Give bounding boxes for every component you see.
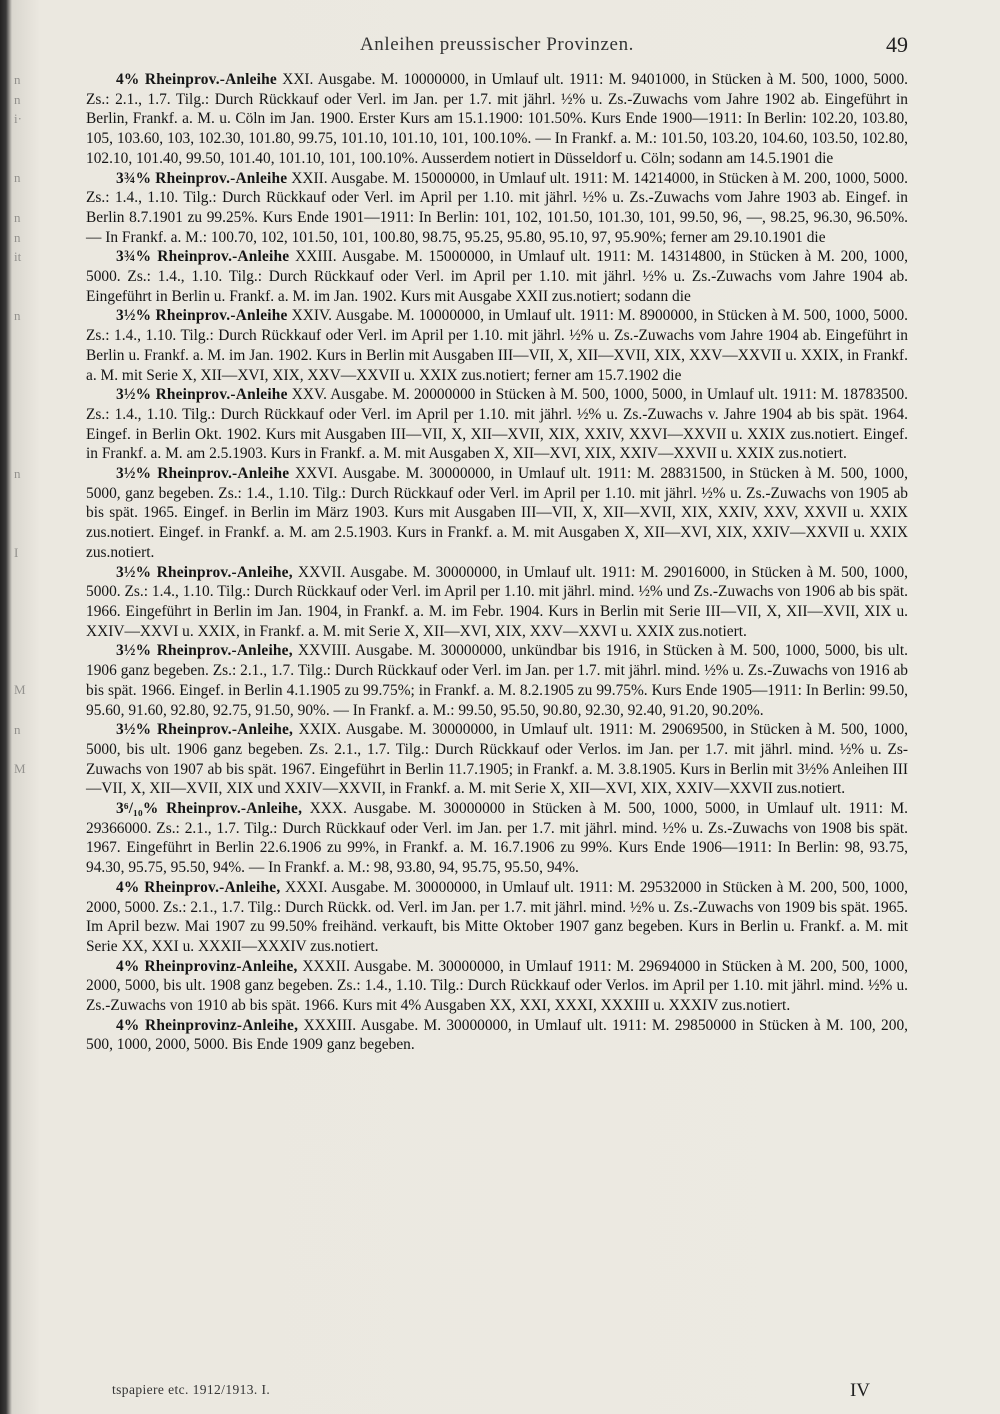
entry-heading: 4% Rheinprovinz-Anleihe, <box>116 957 298 975</box>
bleed-glyph <box>14 287 74 307</box>
bleed-glyph <box>14 562 74 582</box>
bond-entry <box>86 878 908 957</box>
entry-heading: 4% Rheinprov.-Anleihe <box>116 71 277 88</box>
entry-text: XXIV. Ausgabe. M. 10000000, in Umlauf ult. 1911: M. 8900000, in Stücken à M. 500, 1000, 5000. Zs.: 1.4., 1.10. Tilg.: Durch Rückkauf oder Verl. im April per 1.10. mit jährl. ½% u. Zs.-Zuwachs vom Jahre 1904 ab. Eingeführt in Berlin u. Frankf. a. M. im Jan. 1902. Kurs in Berlin mit Ausgaben III—VII, X, XII—XVII, XIX, XXV—XXVII u. XXIX, in Frankf. a. M. mit Serie X, XII—XVI, XIX, XXV—XXVII u. XXIX zus.notiert; ferner am 15.7.1902 die <box>86 307 908 384</box>
bond-entry <box>86 641 908 720</box>
bond-entry <box>86 563 908 642</box>
bleed-glyph: it <box>14 249 22 265</box>
bond-entry <box>86 70 908 169</box>
entry-heading: 3⁶/₁₀% Rheinprov.-Anleihe, <box>116 800 303 818</box>
bond-entry <box>86 464 908 563</box>
entry-text: XXXI. Ausgabe. M. 30000000, in Umlauf ult. 1911: M. 29532000 in Stücken à M. 200, 500, 1000, 2000, 5000. Zs.: 2.1., 1.7. Tilg.: Durch Rückk. od. Verl. im Jan. per 1.7. mit jährl. mind. ½% u. Zs.-Zuwachs von 1909 bis spät. 1965. Im April bezw. Mai 1907 zu 99.50% freihänd. verkauft, bis Mitte Oktober 1907 ganz begeben. Kurs in Berlin u. Frankf. a. M. mit Serie XX, XXI u. XXXII—XXXIV zus.notiert. <box>86 878 908 955</box>
bond-entry <box>86 720 908 799</box>
bleed-glyph: M <box>14 682 26 698</box>
bond-entry <box>86 247 908 306</box>
footer-signature: tspapiere etc. 1912/1913. I. <box>112 1382 271 1397</box>
bond-entry <box>86 957 908 1016</box>
running-header <box>86 34 908 60</box>
bleed-glyph: n <box>14 170 21 186</box>
bleed-glyph <box>14 149 74 169</box>
bleed-glyph <box>14 641 74 661</box>
bleed-glyph <box>14 267 74 287</box>
entry-text: XXX. Ausgabe. M. 30000000 in Stücken à M. 500, 1000, 5000, in Umlauf ult. 1911: M. 29366000. Zs.: 2.1., 1.7. Tilg.: Durch Rückkauf oder Verl. im Jan. per 1.7. mit jährl. mind. ½% u. Zs.-Zuwachs von 1908 bis spät. 1967. Eingeführt in Berlin 22.6.1906 zu 99%, in Frankf. a. M. 16.7.1906 zu 99%. Kurs Ende 1906—1911: In Berlin: 98, 93.75, 94.30, 95.75, 95.50, 94%. — In Frankf. a. M.: 98, 93.80, 94, 95.75, 95.50, 94%. <box>86 800 909 877</box>
bleed-glyph: n <box>14 465 21 481</box>
entry-heading: 4% Rheinprovinz-Anleihe, <box>116 1016 299 1034</box>
main-text <box>86 70 908 1055</box>
bleed-glyph <box>14 346 74 366</box>
entry-text: XXXII. Ausgabe. M. 30000000, in Umlauf 1911: M. 29694000 in Stücken à M. 200, 500, 1000, 2000, 5000, bis ult. 1908 ganz begeben. Zs.: 1.4., 1.10. Tilg.: Durch Rückkauf oder Verlos. im April per 1.10. mit jährl. mind. ½% u. Zs.-Zuwachs von 1910 ab bis spät. 1966. Kurs mit 4% Ausgaben XX, XXI, XXXI, XXXIII u. XXXIV zus.notiert. <box>86 957 908 1015</box>
left-margin-bleed <box>14 70 74 779</box>
page-number: 49 <box>886 32 908 57</box>
bond-entry <box>86 799 908 878</box>
bleed-glyph: i· <box>14 111 22 127</box>
entry-text: XXVII. Ausgabe. M. 30000000, in Umlauf ult. 1911: M. 29016000, in Stücken à M. 500, 1000, 5000. Zs.: 1.4., 1.10. Tilg.: Durch Rückkauf oder Verl. im April per 1.10. mit jährl. mind. ½% und Zs.-Zuwachs von 1906 ab bis spät. 1966. Eingeführt in Berlin im Jan. 1904, in Frankf. a. M. im Febr. 1904. Kurs in Berlin mit Serie III—VII, X, XII—XVII, XIX u. XXIV—XXVI u. XXIX, in Frankf. a. M. mit Serie X, XII—XVI, XIX, XXV—XXVI u. XXIX zus.notiert. <box>86 563 908 640</box>
bond-entry <box>86 306 908 385</box>
entry-heading: 3¾% Rheinprov.-Anleihe <box>116 169 288 187</box>
page-footer <box>112 1382 870 1406</box>
header-title: Anleihen preussischer Provinzen. <box>359 34 635 55</box>
bleed-glyph <box>14 365 74 385</box>
entry-text: XXVIII. Ausgabe. M. 30000000, unkündbar bis 1916, in Stücken à M. 500, 1000, 5000, bis ult. 1906 ganz begeben. Zs.: 2.1., 1.7. Tilg.: Durch Rückkauf oder Verl. im Jan. per 1.7. mit jährl. mind. ½% u. Zs.-Zuwachs von 1916 ab bis spät. 1966. Eingef. in Berlin 4.1.1905 zu 99.75%; in Frankf. a. M. 8.2.1905 zu 99.75%. Kurs Ende 1905—1911: In Berlin: 99.50, 95.60, 91.60, 92.80, 92.75, 91.50, 90%. — In Frankf. a. M.: 99.50, 95.50, 90.80, 92.30, 92.40, 91.20, 90.20%. <box>86 642 909 719</box>
bleed-glyph <box>14 188 74 208</box>
entry-text: XXIX. Ausgabe. M. 30000000, in Umlauf ult. 1911: M. 29069500, in Stücken à M. 500, 1000, 5000, bis ult. 1906 ganz begeben. Zs. 2.1., 1.7. Tilg.: Durch Rückkauf oder Verlos. im Jan. per 1.7. mit jährl. mind. ½% u. Zs-Zuwachs von 1907 ab bis spät. 1967. Eingeführt in Berlin 11.7.1905; in Frankf. a. M. 3.8.1905. Kurs in Berlin mit 3½% Anleihen III—VII, X, XII—XVII, XIX und XXIV—XXVII, in Frankf. a. M. mit Serie X, XII—XVI, XIX, XXIV—XXVII zus.notiert. <box>86 721 908 798</box>
bleed-glyph <box>14 385 74 405</box>
bleed-glyph <box>14 700 74 720</box>
entry-heading: 3½% Rheinprov.-Anleihe <box>116 465 290 483</box>
bleed-glyph <box>14 602 74 622</box>
entry-text: XXVI. Ausgabe. M. 30000000, in Umlauf ult. 1911: M. 28831500, in Stücken à M. 500, 1000, 5000, ganz begeben. Zs.: 1.4., 1.10. Tilg.: Durch Rückkauf oder Verl. im April per 1.10. mit jährl. ½% u. Zs.-Zuwachs von 1905 ab bis spät. 1965. Eingef. in Berlin im März 1903. Kurs mit Ausgaben III—VII, X, XII—XVII, XIX, XXIV, XXV, XXVII u. XXIX zus.notiert. Eingef. in Frankf. a. M. am 2.5.1903. Kurs in Frankf. a. M. mit Ausgaben X, XII—XVI, XIX, XXIV—XXVII u. XXIX zus.notiert. <box>86 465 908 561</box>
entry-heading: 4% Rheinprov.-Anleihe, <box>116 878 281 896</box>
entry-heading: 3¾% Rheinprov.-Anleihe <box>116 248 290 266</box>
bleed-glyph <box>14 405 74 425</box>
bleed-glyph <box>14 739 74 759</box>
bleed-glyph: I <box>14 544 19 560</box>
bleed-glyph <box>14 483 74 503</box>
entry-heading: 3½% Rheinprov.-Anleihe, <box>116 642 293 660</box>
bleed-glyph: M <box>14 761 26 777</box>
bleed-glyph: n <box>14 91 21 107</box>
bond-entry <box>86 169 908 248</box>
bleed-glyph: n <box>14 721 21 737</box>
bleed-glyph <box>14 661 74 681</box>
entry-text: XXIII. Ausgabe. M. 15000000, in Umlauf ult. 1911: M. 14314800, in Stücken à M. 200, 1000, 5000. Zs.: 1.4., 1.10. Tilg.: Durch Rückkauf oder Verl. im April per 1.10. mit jährl. ½% u. Zs.-Zuwachs vom Jahre 1904 ab. Eingeführt in Berlin u. Frankf. a. M. im Jan. 1902. Kurs mit Ausgabe XXII zus.notiert; sodann die <box>86 248 908 305</box>
entry-heading: 3½% Rheinprov.-Anleihe, <box>116 563 293 581</box>
bleed-glyph <box>14 523 74 543</box>
entry-heading: 3½% Rheinprov.-Anleihe, <box>116 721 294 739</box>
bleed-glyph <box>14 424 74 444</box>
bleed-glyph: n <box>14 308 21 324</box>
bleed-glyph: n <box>14 72 21 87</box>
bleed-glyph <box>14 326 74 346</box>
entry-text: XXII. Ausgabe. M. 15000000, in Umlauf ult. 1911: M. 14214000, in Stücken à M. 200, 1000, 5000. Zs.: 1.4., 1.10. Tilg.: Durch Rückkauf oder Verl. im April per 1.10. mit jährl. ½% u. Zs.-Zuwachs vom Jahre 1903 ab. Eingef. in Berlin 8.7.1901 zu 99.25%. Kurs Ende 1901—1911: In Berlin: 101, 102, 101.50, 101.30, 101, 99.50, 96, —, 98.25, 96.30, 96.50%. — In Frankf. a. M.: 100.70, 102, 101.50, 101, 100.80, 98.75, 95.25, 95.80, 95.10, 97, 95.90%; ferner am 29.10.1901 die <box>86 169 908 246</box>
bleed-glyph: n <box>14 209 21 225</box>
entry-text: XXI. Ausgabe. M. 10000000, in Umlauf ult. 1911: M. 9401000, in Stücken à M. 500, 1000, 5000. Zs.: 2.1., 1.7. Tilg.: Durch Rückkauf oder Verl. im Jan. per 1.7. mit jährl. ½% u. Zs.-Zuwachs vom Jahre 1902 ab. Eingeführt in Berlin, Frankf. a. M. u. Cöln im Jan. 1900. Erster Kurs am 15.1.1900: 101.50%. Kurs Ende 1900—1911: In Berlin: 102.20, 103.80, 105, 103.60, 103, 102.30, 101.80, 99.75, 101.10, 101.10, 101, 100.10%. — In Frankf. a. M.: 101.50, 103.20, 104.60, 103.50, 102.80, 102.10, 101.40, 99.50, 101.40, 101.10, 101, 100.10%. Ausserdem notiert in Düsseldorf u. Cöln; sodann am 14.5.1901 die <box>86 71 908 167</box>
entry-heading: 3½% Rheinprov.-Anleihe <box>116 386 288 404</box>
bond-entry <box>86 1016 908 1055</box>
bleed-glyph <box>14 444 74 464</box>
bleed-glyph <box>14 129 74 149</box>
bleed-glyph <box>14 582 74 602</box>
entry-heading: 3½% Rheinprov.-Anleihe <box>116 307 288 325</box>
entry-text: XXV. Ausgabe. M. 20000000 in Stücken à M. 500, 1000, 5000, in Umlauf ult. 1911: M. 18783500. Zs.: 1.4., 1.10. Tilg.: Durch Rückkauf oder Verl. im April per 1.10. mit jährl. ½% u. Zs.-Zuwachs v. Jahre 1904 ab bis spät. 1964. Eingef. in Berlin Okt. 1902. Kurs mit Ausgaben III—VII, X, XII—XVII, XIX, XXIV, XXVI—XXVII u. XXIX zus.notiert. Eingef. in Frankf. a. M. am 2.5.1903. Kurs in Frankf. a. M. mit Ausgaben X, XII—XVI, XIX, XXIV—XXVII u. XXIX zus.notiert. <box>86 386 908 463</box>
bleed-glyph <box>14 621 74 641</box>
entry-text: XXXIII. Ausgabe. M. 30000000, in Umlauf ult. 1911: M. 29850000 in Stücken à M. 100, 200, 500, 1000, 2000, 5000. Bis Ende 1909 ganz begeben. <box>86 1016 908 1054</box>
bleed-glyph <box>14 503 74 523</box>
bond-entry <box>86 385 908 464</box>
bleed-glyph: n <box>14 229 21 245</box>
sheet-signature: IV <box>849 1380 870 1401</box>
